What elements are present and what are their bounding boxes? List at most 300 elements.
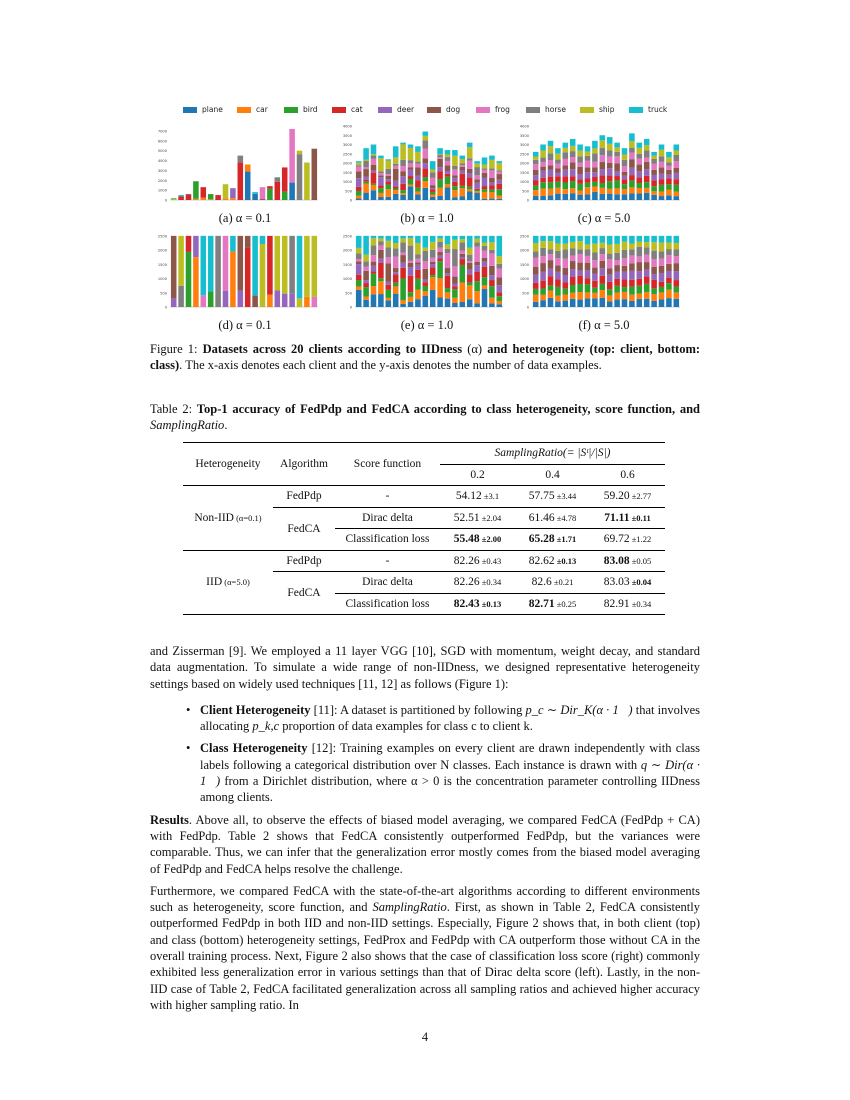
bar-segment bbox=[460, 265, 466, 283]
bar-segment bbox=[614, 272, 620, 279]
bar-segment bbox=[585, 161, 591, 168]
bar-segment bbox=[497, 285, 503, 292]
bar-segment bbox=[637, 247, 643, 256]
bar-segment bbox=[540, 248, 546, 256]
value-cell: 82.91 ±0.34 bbox=[590, 593, 665, 615]
bar-segment bbox=[467, 147, 473, 158]
y-tick-label: 0 bbox=[164, 305, 167, 310]
bar-segment bbox=[467, 275, 473, 283]
bar-segment bbox=[533, 180, 539, 185]
bar-segment bbox=[460, 236, 466, 239]
bar-segment bbox=[607, 137, 613, 144]
bar-segment bbox=[607, 236, 613, 245]
bar-segment bbox=[423, 188, 429, 200]
bar-segment bbox=[666, 298, 672, 307]
bar-segment bbox=[356, 248, 362, 253]
bar-segment bbox=[555, 160, 561, 164]
bar-segment bbox=[482, 236, 488, 243]
bar-segment bbox=[563, 249, 569, 258]
bar-segment bbox=[371, 294, 377, 307]
bar-segment bbox=[275, 182, 281, 200]
bar-segment bbox=[592, 187, 598, 192]
bar-segment bbox=[577, 276, 583, 284]
bar-segment bbox=[570, 176, 576, 181]
bar-segment bbox=[178, 236, 184, 286]
bar-segment bbox=[489, 169, 495, 171]
bar-segment bbox=[533, 251, 539, 257]
bar-segment bbox=[555, 164, 561, 169]
bar-segment bbox=[371, 245, 377, 255]
bar-segment bbox=[371, 274, 377, 286]
bar-segment bbox=[408, 292, 414, 297]
bar-segment bbox=[629, 141, 635, 147]
bar-segment bbox=[445, 184, 451, 187]
score-cell: Dirac delta bbox=[335, 507, 440, 529]
bar-segment bbox=[629, 187, 635, 193]
chart-legend bbox=[183, 103, 673, 117]
bar-segment bbox=[614, 164, 620, 172]
bar-segment bbox=[356, 191, 362, 196]
bar-segment bbox=[540, 263, 546, 271]
bar-segment bbox=[651, 186, 657, 191]
bar-segment bbox=[282, 192, 288, 200]
bar-segment bbox=[674, 271, 680, 280]
bar-segment bbox=[614, 180, 620, 188]
bar-segment bbox=[637, 154, 643, 159]
bar-segment bbox=[304, 297, 310, 307]
bar-segment bbox=[437, 261, 443, 278]
bar-segment bbox=[415, 263, 421, 265]
bar-segment bbox=[548, 182, 554, 189]
bar-segment bbox=[585, 249, 591, 256]
bar-segment bbox=[585, 168, 591, 173]
bar-segment bbox=[386, 161, 392, 169]
bar-segment bbox=[460, 171, 466, 174]
bar-segment bbox=[415, 180, 421, 187]
bar-segment bbox=[540, 178, 546, 183]
y-tick-label: 500 bbox=[345, 189, 352, 194]
bar-segment bbox=[430, 258, 436, 262]
bar-segment bbox=[289, 294, 295, 307]
bar-segment bbox=[644, 151, 650, 158]
bar-segment bbox=[637, 171, 643, 177]
bar-segment bbox=[540, 167, 546, 171]
score-cell: - bbox=[385, 490, 390, 503]
bar-segment bbox=[400, 193, 406, 195]
bar-segment bbox=[651, 267, 657, 274]
bar-segment bbox=[386, 169, 392, 174]
bar-segment bbox=[460, 196, 466, 200]
bar-segment bbox=[644, 236, 650, 242]
bar-segment bbox=[629, 295, 635, 301]
bar-segment bbox=[644, 292, 650, 299]
bar-segment bbox=[452, 175, 458, 178]
bar-segment bbox=[674, 287, 680, 293]
bar-segment bbox=[178, 195, 184, 196]
bar-segment bbox=[644, 145, 650, 150]
bar-segment bbox=[651, 301, 657, 307]
bar-segment bbox=[460, 174, 466, 186]
bar-segment bbox=[474, 291, 480, 303]
bar-segment bbox=[297, 151, 303, 154]
bar-segment bbox=[651, 159, 657, 164]
bar-segment bbox=[577, 184, 583, 191]
bar-segment bbox=[540, 241, 546, 248]
legend-swatch bbox=[332, 107, 346, 113]
bar-segment bbox=[666, 271, 672, 278]
bar-segment bbox=[533, 283, 539, 289]
bar-segment bbox=[282, 236, 288, 294]
bar-segment bbox=[171, 298, 177, 307]
bar-segment bbox=[607, 289, 613, 295]
value-cell: 65.28 ±1.71 bbox=[515, 529, 590, 551]
bar-segment bbox=[585, 299, 591, 307]
bar-segment bbox=[644, 157, 650, 161]
bar-segment bbox=[460, 156, 466, 159]
bar-segment bbox=[674, 299, 680, 307]
y-tick-label: 0 bbox=[526, 198, 529, 203]
bar-segment bbox=[467, 255, 473, 261]
bar-segment bbox=[637, 188, 643, 193]
bar-segment bbox=[193, 236, 199, 257]
header-ratio: 0.4 bbox=[545, 468, 560, 481]
y-tick-label: 500 bbox=[345, 291, 352, 296]
bar-segment bbox=[497, 301, 503, 304]
header-heterogeneity: Heterogeneity bbox=[195, 458, 261, 470]
y-tick-label: 2500 bbox=[342, 234, 352, 239]
bar-segment bbox=[622, 258, 628, 266]
bar-segment bbox=[607, 268, 613, 274]
bar-segment bbox=[592, 162, 598, 167]
bar-segment bbox=[437, 297, 443, 307]
bar-segment bbox=[363, 160, 369, 161]
bar-segment bbox=[408, 145, 414, 148]
bar-segment bbox=[430, 262, 436, 264]
legend-swatch bbox=[580, 107, 594, 113]
bar-segment bbox=[208, 236, 214, 292]
bar-segment bbox=[489, 250, 495, 253]
bar-segment bbox=[614, 152, 620, 156]
y-tick-label: 2500 bbox=[157, 234, 167, 239]
bar-segment bbox=[482, 186, 488, 189]
bar-segment bbox=[363, 255, 369, 262]
bar-segment bbox=[644, 162, 650, 169]
bar-segment bbox=[651, 152, 657, 156]
bar-segment bbox=[430, 264, 436, 267]
bar-segment bbox=[415, 259, 421, 263]
y-tick-label: 0 bbox=[526, 305, 529, 310]
bar-segment bbox=[452, 277, 458, 284]
bar-segment bbox=[622, 272, 628, 280]
bar-segment bbox=[607, 295, 613, 301]
bar-segment bbox=[497, 184, 503, 190]
bar-segment bbox=[555, 172, 561, 176]
bar-segment bbox=[497, 264, 503, 269]
bar-segment bbox=[430, 277, 436, 290]
bar-segment bbox=[666, 278, 672, 284]
bar-segment bbox=[467, 158, 473, 160]
bar-segment bbox=[415, 162, 421, 164]
bar-segment bbox=[585, 244, 591, 249]
bar-segment bbox=[577, 236, 583, 241]
bar-segment bbox=[644, 247, 650, 254]
bar-segment bbox=[400, 236, 406, 239]
bar-segment bbox=[415, 194, 421, 200]
bar-segment bbox=[282, 294, 288, 307]
bar-segment bbox=[622, 179, 628, 184]
bar-segment bbox=[497, 304, 503, 307]
y-tick-label: 2500 bbox=[342, 152, 352, 157]
bar-segment bbox=[400, 144, 406, 159]
bar-segment bbox=[585, 179, 591, 183]
bar-segment bbox=[659, 156, 665, 161]
bar-segment bbox=[629, 271, 635, 280]
bar-segment bbox=[452, 249, 458, 266]
bar-segment bbox=[415, 299, 421, 307]
bar-segment bbox=[474, 236, 480, 239]
bar-segment bbox=[371, 159, 377, 165]
bar-segment bbox=[651, 156, 657, 159]
body-text bbox=[150, 643, 700, 1019]
bar-segment bbox=[363, 297, 369, 300]
table-row bbox=[183, 486, 665, 508]
y-tick-label: 4000 bbox=[342, 124, 352, 129]
bar-segment bbox=[607, 259, 613, 268]
score-cell: Classification loss bbox=[335, 529, 440, 551]
bar-segment bbox=[585, 156, 591, 161]
bar-segment bbox=[577, 254, 583, 262]
bar-segment bbox=[555, 258, 561, 265]
bar-segment bbox=[548, 260, 554, 268]
bar-segment bbox=[622, 176, 628, 180]
bar-segment bbox=[563, 166, 569, 170]
bar-segment bbox=[378, 185, 384, 188]
bar-segment bbox=[674, 250, 680, 257]
bar-segment bbox=[474, 272, 480, 281]
bar-segment bbox=[393, 286, 399, 293]
bar-segment bbox=[378, 250, 384, 259]
legend-item: bird bbox=[284, 103, 318, 117]
bar-segment bbox=[275, 177, 281, 182]
legend-swatch bbox=[476, 107, 490, 113]
bar-segment bbox=[363, 287, 369, 296]
bar-segment bbox=[497, 171, 503, 174]
bar-segment bbox=[570, 269, 576, 277]
bar-segment bbox=[363, 169, 369, 176]
bar-segment bbox=[533, 258, 539, 267]
table-caption: Table 2: Top-1 accuracy of FedPdp and FedCA according to class heterogeneity, score function, and SamplingRatio. bbox=[150, 402, 700, 432]
bar-segment bbox=[378, 263, 384, 279]
bar-segment bbox=[430, 189, 436, 192]
bar-segment bbox=[452, 150, 458, 156]
bar-segment bbox=[400, 252, 406, 255]
bar-segment bbox=[533, 156, 539, 159]
bar-segment bbox=[555, 243, 561, 250]
bar-segment bbox=[540, 256, 546, 263]
bar-segment bbox=[548, 236, 554, 241]
bar-segment bbox=[570, 146, 576, 151]
bar-segment bbox=[437, 157, 443, 158]
bar-segment bbox=[393, 275, 399, 283]
bar-segment bbox=[607, 282, 613, 289]
bar-segment bbox=[474, 262, 480, 265]
y-tick-label: 6000 bbox=[157, 139, 167, 144]
bar-segment bbox=[659, 259, 665, 266]
bar-segment bbox=[460, 186, 466, 188]
bar-segment bbox=[474, 161, 480, 164]
bar-segment bbox=[378, 173, 384, 175]
bar-segment bbox=[563, 183, 569, 190]
bar-segment bbox=[614, 194, 620, 200]
bar-segment bbox=[622, 250, 628, 258]
bar-segment bbox=[600, 194, 606, 200]
bar-segment bbox=[356, 280, 362, 287]
bar-segment bbox=[386, 236, 392, 241]
bar-segment bbox=[540, 158, 546, 162]
bar-segment bbox=[193, 199, 199, 200]
bar-segment bbox=[208, 194, 214, 199]
bar-segment bbox=[289, 183, 295, 200]
legend-item: deer bbox=[378, 103, 414, 117]
bar-segment bbox=[445, 154, 451, 157]
bar-segment bbox=[548, 165, 554, 169]
bar-segment bbox=[637, 159, 643, 165]
bar-segment bbox=[577, 179, 583, 183]
legend-swatch bbox=[427, 107, 441, 113]
bar-segment bbox=[482, 189, 488, 192]
bar-segment bbox=[622, 266, 628, 272]
bar-segment bbox=[474, 265, 480, 272]
bar-segment bbox=[460, 283, 466, 302]
bar-segment bbox=[674, 196, 680, 200]
bar-segment bbox=[393, 146, 399, 157]
bar-segment bbox=[171, 199, 177, 200]
bar-segment bbox=[592, 177, 598, 182]
y-tick-label: 3500 bbox=[342, 133, 352, 138]
bar-segment bbox=[563, 159, 569, 166]
bar-segment bbox=[497, 189, 503, 195]
bar-segment bbox=[356, 275, 362, 280]
legend-swatch bbox=[378, 107, 392, 113]
bar-segment bbox=[437, 256, 443, 259]
bar-segment bbox=[622, 287, 628, 292]
bar-segment bbox=[607, 301, 613, 307]
bar-segment bbox=[415, 270, 421, 279]
group-label: IID (α=5.0) bbox=[183, 550, 273, 615]
bar-segment bbox=[186, 236, 192, 252]
bar-segment bbox=[570, 242, 576, 248]
bar-segment bbox=[260, 244, 266, 307]
bar-segment bbox=[637, 279, 643, 286]
bar-segment bbox=[600, 162, 606, 169]
bar-segment bbox=[570, 256, 576, 261]
bar-segment bbox=[408, 276, 414, 292]
chart-panel-b bbox=[335, 122, 507, 206]
bar-segment bbox=[555, 279, 561, 286]
y-tick-label: 1500 bbox=[519, 262, 529, 267]
bar-segment bbox=[423, 236, 429, 248]
bar-segment bbox=[644, 242, 650, 247]
bar-segment bbox=[592, 288, 598, 293]
bar-segment bbox=[415, 254, 421, 258]
value-cell: 82.26 ±0.43 bbox=[440, 550, 515, 572]
bar-segment bbox=[629, 263, 635, 270]
bar-segment bbox=[577, 263, 583, 271]
bar-segment bbox=[408, 167, 414, 170]
bar-segment bbox=[371, 184, 377, 185]
y-tick-label: 2000 bbox=[157, 178, 167, 183]
bar-segment bbox=[437, 167, 443, 171]
bar-segment bbox=[674, 236, 680, 243]
bar-segment bbox=[371, 154, 377, 155]
bar-segment bbox=[171, 198, 177, 199]
bar-segment bbox=[563, 295, 569, 301]
value-cell: 82.71 ±0.25 bbox=[515, 593, 590, 615]
bar-segment bbox=[540, 236, 546, 241]
bar-segment bbox=[252, 236, 258, 296]
bar-segment bbox=[386, 300, 392, 307]
bar-segment bbox=[393, 236, 399, 243]
bar-segment bbox=[356, 178, 362, 187]
value-cell: 59.20 ±2.77 bbox=[603, 490, 652, 503]
chart-panel-c bbox=[512, 122, 684, 206]
paragraph: and Zisserman [9]. We employed a 11 layer VGG [10], SGD with momentum, weight decay, and standard data augmentation. To simulate a wide range of non-IIDness, we designed representative heterogeneity settings based on widely used techniques [11, 12] as follows (Figure 1): bbox=[150, 644, 700, 691]
bar-segment bbox=[614, 236, 620, 244]
bar-segment bbox=[629, 193, 635, 200]
bar-segment bbox=[570, 277, 576, 285]
bar-segment bbox=[533, 152, 539, 157]
bar-segment bbox=[563, 282, 569, 288]
bar-segment bbox=[178, 286, 184, 307]
bar-segment bbox=[600, 254, 606, 261]
bar-segment bbox=[577, 271, 583, 276]
bar-segment bbox=[555, 236, 561, 244]
bar-segment bbox=[600, 183, 606, 188]
bar-segment bbox=[577, 167, 583, 174]
value-cell: 82.62 ±0.13 bbox=[515, 550, 590, 572]
bar-segment bbox=[622, 292, 628, 299]
bar-segment bbox=[378, 259, 384, 263]
bar-segment bbox=[474, 239, 480, 243]
bar-segment bbox=[460, 159, 466, 163]
bar-segment bbox=[230, 188, 236, 198]
bar-segment bbox=[592, 148, 598, 153]
bar-segment bbox=[275, 236, 281, 291]
bar-segment bbox=[400, 184, 406, 190]
bar-segment bbox=[400, 195, 406, 200]
bar-segment bbox=[548, 276, 554, 285]
bar-segment bbox=[622, 172, 628, 176]
bar-segment bbox=[363, 280, 369, 283]
bar-segment bbox=[489, 160, 495, 169]
bar-segment bbox=[644, 262, 650, 270]
bar-segment bbox=[540, 281, 546, 289]
y-tick-label: 1500 bbox=[342, 262, 352, 267]
y-tick-label: 5000 bbox=[157, 149, 167, 154]
bar-segment bbox=[356, 167, 362, 172]
bar-segment bbox=[622, 280, 628, 288]
bar-segment bbox=[408, 186, 414, 200]
value-cell: 61.46 ±4.78 bbox=[515, 507, 590, 529]
bar-segment bbox=[651, 164, 657, 170]
bar-segment bbox=[629, 175, 635, 180]
bar-segment bbox=[193, 181, 199, 199]
bar-segment bbox=[437, 252, 443, 256]
bar-segment bbox=[474, 179, 480, 182]
bar-segment bbox=[585, 278, 591, 284]
bar-segment bbox=[614, 265, 620, 271]
bar-segment bbox=[489, 156, 495, 160]
